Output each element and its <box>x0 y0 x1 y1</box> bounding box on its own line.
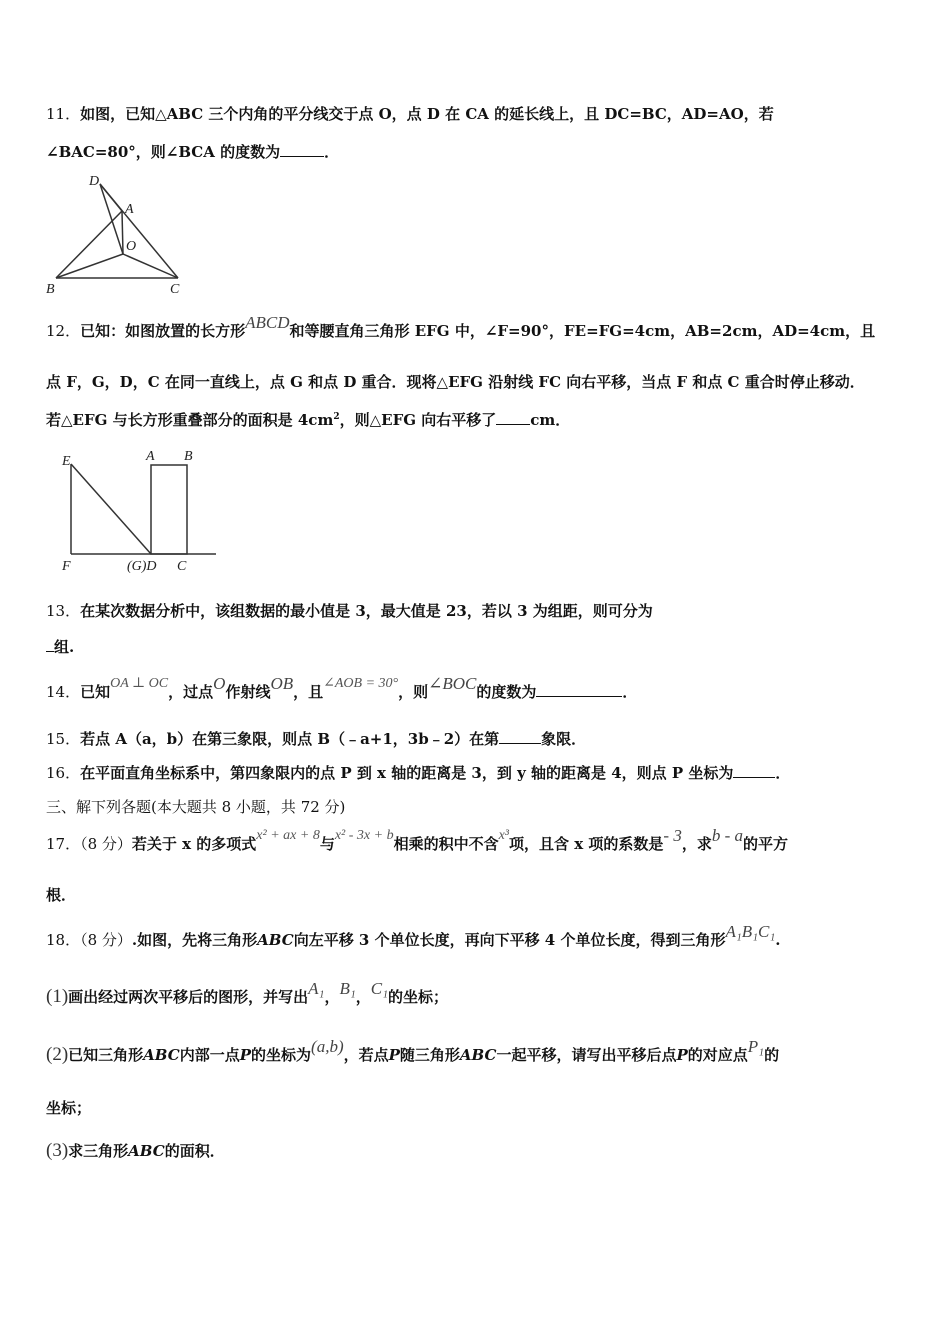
q14-math-4: ∠AOB = 30° <box>323 676 399 691</box>
q17-math-5: b - a <box>711 826 744 845</box>
q14-math-3: OB <box>270 674 294 693</box>
q18-part2-text-7: 的对应点 <box>687 1046 748 1064</box>
q12-rectangle-abcd <box>151 465 187 554</box>
q15-line <box>46 728 586 749</box>
q12-line1 <box>46 313 876 341</box>
q11-line2 <box>46 141 339 162</box>
q12-label-e: E <box>62 454 71 469</box>
q18-line1 <box>46 922 781 950</box>
q14-number: 14． <box>46 683 81 701</box>
q11-line-oc <box>123 254 178 278</box>
q18-part2-text-1: 已知三角形 <box>68 1046 144 1064</box>
q14-text-4: ，且 <box>293 683 324 701</box>
q14-text-7: ． <box>622 683 638 701</box>
q17-text-1: 若关于 x 的多项式 <box>131 835 257 853</box>
q14-text-3: 作射线 <box>225 683 271 701</box>
q18-part2-line2: 坐标； <box>46 1099 92 1117</box>
q18-part1-text-2: 的坐标； <box>388 988 449 1006</box>
q15-text: 若点 A（a，b）在第三象限，则点 B（﹣a+1，3b﹣2）在第 <box>80 730 500 748</box>
q11-text-2: ∠BAC=80°，则∠BCA 的度数为 <box>46 143 281 161</box>
q18-part2-p-3: P <box>676 1046 688 1064</box>
q12-math-abcd: ABCD <box>245 313 290 332</box>
q14-line <box>46 674 638 702</box>
q14-answer-blank <box>536 682 622 697</box>
q13-answer-blank <box>46 637 54 652</box>
q13-number: 13． <box>46 602 81 620</box>
q12-number: 12． <box>46 322 81 340</box>
q18-part1-sep-1: ， <box>324 988 340 1006</box>
q18-part1 <box>46 979 449 1008</box>
q18-part1-sep-2: ， <box>355 988 371 1006</box>
q18-part2-coord: (a,b) <box>311 1037 344 1056</box>
q18-number: 18． <box>46 931 81 949</box>
q14-text-5: ，则 <box>398 683 429 701</box>
q17-math-1: x² + ax + 8 <box>256 828 320 843</box>
q18-part1-a1: A₁ <box>308 979 325 998</box>
q11-label-b: B <box>46 282 55 296</box>
q12-text-5: cm． <box>530 411 571 429</box>
q11-label-c: C <box>170 282 180 296</box>
q14-text-2: ，过点 <box>168 683 214 701</box>
q14-math-1: OA ⊥ OC <box>110 676 169 691</box>
q12-text-2: 和等腰直角三角形 EFG 中，∠F=90°，FE=FG=4cm，AB=2cm，AD=4cm，且 <box>289 322 876 340</box>
q17-text-5: ，求 <box>681 835 712 853</box>
q18-text-1: .如图，先将三角形 <box>131 931 258 949</box>
q11-label-a: A <box>125 202 134 217</box>
q18-part3-text-1: 求三角形 <box>68 1142 129 1160</box>
q12-text-4: ，则△EFG 向右平移了 <box>339 411 497 429</box>
q17-number: 17． <box>46 835 81 853</box>
q12-figure <box>50 444 230 576</box>
q17-text-3: 相乘的积中不含 <box>393 835 499 853</box>
q18-part2-p-2: P <box>388 1046 400 1064</box>
q16-tail: ． <box>775 764 791 782</box>
q18-points: （8 分） <box>80 931 132 949</box>
q17-math-4: - 3 <box>663 826 682 845</box>
q11-line-da <box>100 184 122 211</box>
q12-label-b: B <box>184 449 193 464</box>
q18-part2-line1 <box>46 1037 780 1066</box>
q18-part2-abc-2: ABC <box>459 1046 497 1064</box>
q18-part2-text-8: 的 <box>764 1046 780 1064</box>
q14-text-1: 已知 <box>80 683 111 701</box>
q12-label-a: A <box>146 449 155 464</box>
q18-math-a1b1c1: A₁B₁C₁ <box>725 922 776 941</box>
q11-label-d: D <box>89 174 100 189</box>
q14-text-6: 的度数为 <box>476 683 537 701</box>
q17-text-2: 与 <box>319 835 335 853</box>
q11-line-do <box>100 184 123 254</box>
q11-answer-blank <box>280 142 324 157</box>
q18-part3-text-2: 的面积． <box>164 1142 225 1160</box>
q15-number: 15． <box>46 730 81 748</box>
q18-part2-text-5: 随三角形 <box>399 1046 460 1064</box>
q15-tail: 象限． <box>541 730 587 748</box>
q18-part3-abc: ABC <box>128 1142 165 1160</box>
q17-points: （8 分） <box>80 835 132 853</box>
q12-label-c: C <box>177 559 187 574</box>
q18-part2-text-4: ，若点 <box>343 1046 389 1064</box>
q15-answer-blank <box>499 729 541 744</box>
q11-label-o: O <box>126 239 137 254</box>
q12-label-gd: (G)D <box>127 559 157 574</box>
q12-line-eg <box>71 464 151 554</box>
q18-part3-number: (3) <box>46 1140 69 1161</box>
q17-text-4: 项，且含 x 项的系数是 <box>509 835 664 853</box>
q16-answer-blank <box>733 763 775 778</box>
q11-figure <box>40 168 200 296</box>
q11-line1 <box>46 103 774 124</box>
q18-part1-text-1: 画出经过两次平移后的图形，并写出 <box>68 988 309 1006</box>
q13-line1 <box>46 600 653 621</box>
q12-answer-blank <box>496 410 530 425</box>
q17-line2: 根． <box>46 886 77 904</box>
q12-line3 <box>46 409 570 430</box>
q17-math-3: x³ <box>498 828 510 843</box>
section-heading: 三、解下列各题(本大题共 8 小题，共 72 分) <box>46 798 346 816</box>
q11-number: 11． <box>46 105 81 123</box>
q12-line2: 点 F，G，D，C 在同一直线上，点 G 和点 D 重合．现将△EFG 沿射线 FC 向右平移，当点 F 和点 C 重合时停止移动． <box>46 373 865 391</box>
q12-text-1: 已知：如图放置的长方形 <box>80 322 246 340</box>
q11-text-1: 如图，已知△ABC 三个内角的平分线交于点 O，点 D 在 CA 的延长线上，且 DC=BC，AD=AO，若 <box>80 105 774 123</box>
q17-math-2: x² - 3x + b <box>334 828 394 843</box>
q17-line1 <box>46 826 789 854</box>
q18-part1-c1: C₁ <box>370 979 389 998</box>
q18-part2-text-2: 内部一点 <box>179 1046 240 1064</box>
q12-text-3: 若△EFG 与长方形重叠部分的面积是 4cm <box>46 411 334 429</box>
q18-part2-text-6: 一起平移，请写出平移后点 <box>496 1046 677 1064</box>
q11-line-bo <box>56 254 123 278</box>
q13-line2 <box>46 636 74 657</box>
q16-number: 16． <box>46 764 81 782</box>
q16-line <box>46 762 790 783</box>
q18-part1-b1: B₁ <box>339 979 356 998</box>
q18-abc: ABC <box>257 931 294 949</box>
q18-text-3: . <box>775 931 781 949</box>
q18-part2-p1: P₁ <box>747 1037 765 1056</box>
q18-part2-text-3: 的坐标为 <box>251 1046 312 1064</box>
q18-part2-p-1: P <box>239 1046 252 1064</box>
q12-label-f: F <box>62 559 71 574</box>
q18-part2-abc-1: ABC <box>143 1046 180 1064</box>
q14-math-2: O <box>213 674 226 693</box>
q16-text: 在平面直角坐标系中，第四象限内的点 P 到 x 轴的距离是 3，到 y 轴的距离是 4，则点 P 坐标为 <box>80 764 734 782</box>
q17-text-6: 的平方 <box>743 835 789 853</box>
q18-part2-number: (2) <box>46 1044 69 1065</box>
q13-text-2: 组. <box>54 638 75 656</box>
q13-text-1: 在某次数据分析中，该组数据的最小值是 3，最大值是 23，若以 3 为组距，则可分为 <box>80 602 653 620</box>
q11-text-3: ． <box>324 143 340 161</box>
q18-part3 <box>46 1140 225 1162</box>
q11-line-ao <box>122 211 123 254</box>
q18-part1-number: (1) <box>46 986 69 1007</box>
q12-sup: 2 <box>333 412 340 422</box>
q18-text-2: 向左平移 3 个单位长度，再向下平移 4 个单位长度，得到三角形 <box>293 931 726 949</box>
q14-math-5: ∠BOC <box>428 674 477 693</box>
